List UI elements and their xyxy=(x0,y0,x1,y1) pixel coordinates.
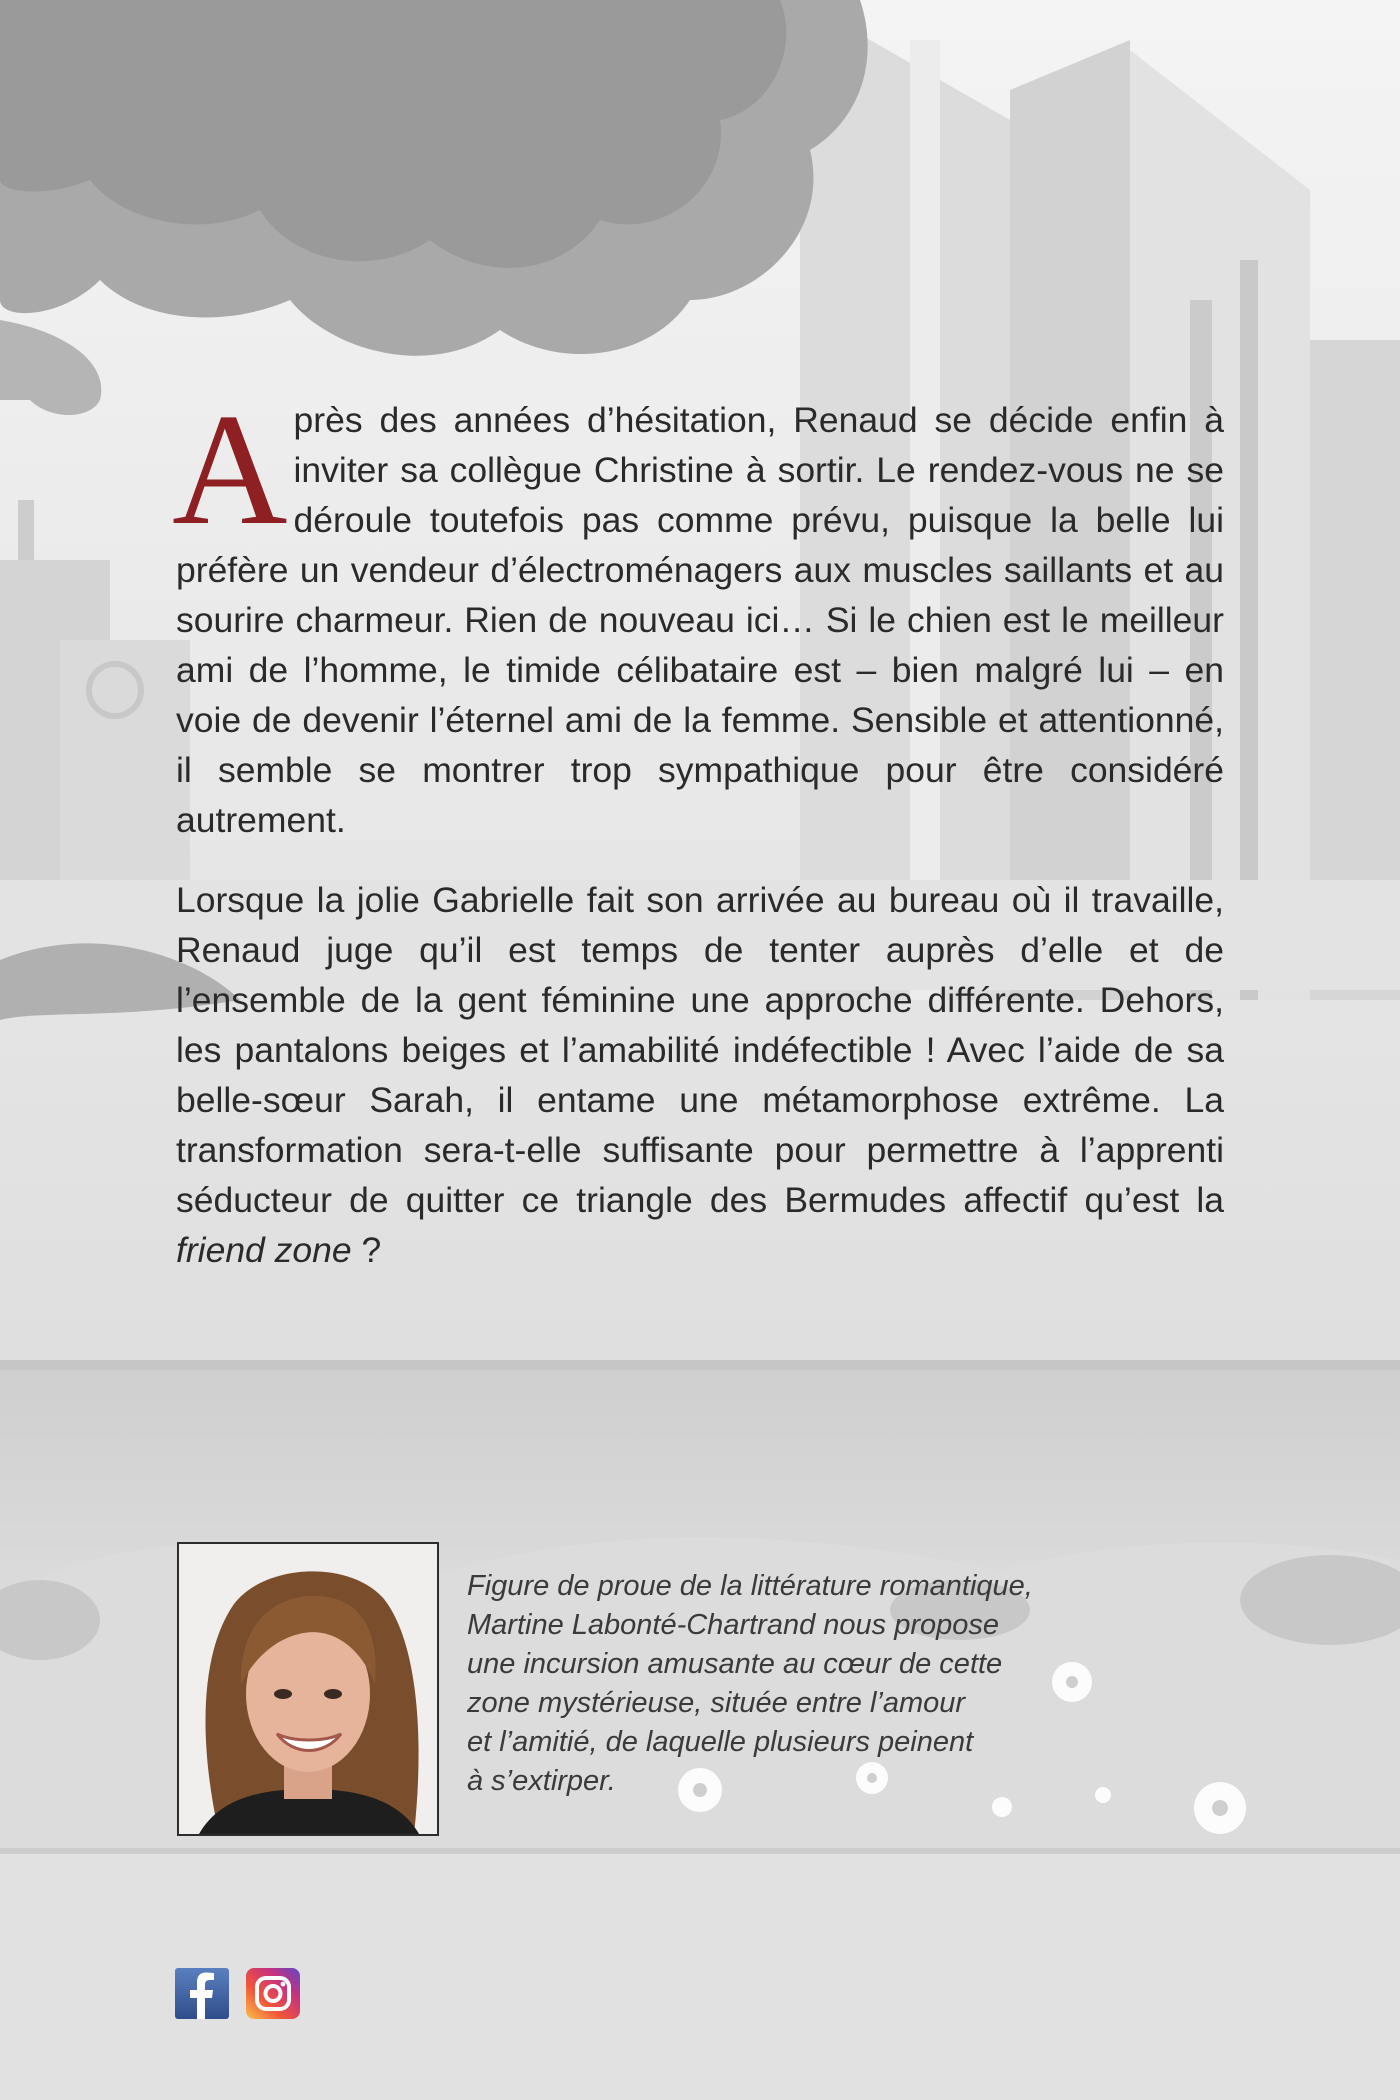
author-bio-line: Martine Labonté-Chartrand nous propose xyxy=(467,1609,999,1641)
blurb-paragraph-2-text: Lorsque la jolie Gabrielle fait son arrivée au bureau où il travaille, Renaud juge qu’il est temps de tenter auprès d’elle et de l’ensemble de la gent féminine une approche différente. Dehors, les pantalons beiges et l’amabilité indéfectible ! Avec l’aide de sa belle-sœur Sarah, il entame une métamorphose extrême. La transformation sera-t-elle suffisante pour permettre à l’apprenti séducteur de quitter ce triangle des Bermudes affectif qu’est la xyxy=(176,880,1224,1220)
author-bio-line: une incursion amusante au cœur de cette xyxy=(467,1648,1003,1680)
blurb-paragraph-1 xyxy=(172,380,1224,845)
drop-cap-letter: A xyxy=(172,380,288,558)
author-bio xyxy=(467,1567,1127,1801)
back-cover-blurb xyxy=(172,380,1224,1275)
author-bio-line: et l’amitié, de laquelle plusieurs peinent xyxy=(467,1726,974,1758)
blurb-paragraph-1-text: près des années d’hésitation, Renaud se décide enfin à inviter sa collègue Christine à sortir. Le rendez-vous ne se déroule toutefois pas comme prévu, puisque la belle lui préfère un vendeur d’électroménagers aux muscles saillants et au sourire charmeur. Rien de nouveau ici… Si le chien est le meilleur ami de l’homme, le timide célibataire est – bien malgré lui – en voie de devenir l’éternel ami de la femme. Sensible et attentionné, il semble se montrer trop sympathique pour être considéré autrement. xyxy=(176,400,1224,840)
facebook-icon[interactable] xyxy=(175,1968,229,2019)
author-bio-line: Figure de proue de la littérature romantique, xyxy=(467,1570,1033,1602)
instagram-icon[interactable] xyxy=(246,1968,300,2019)
blurb-paragraph-2 xyxy=(176,875,1224,1275)
author-bio-line: zone mystérieuse, située entre l’amour xyxy=(467,1687,966,1719)
author-bio-line: à s’extirper. xyxy=(467,1765,616,1797)
friend-zone-term: friend zone xyxy=(176,1230,352,1270)
blurb-paragraph-2-end: ? xyxy=(351,1230,382,1270)
author-photo xyxy=(177,1542,439,1836)
